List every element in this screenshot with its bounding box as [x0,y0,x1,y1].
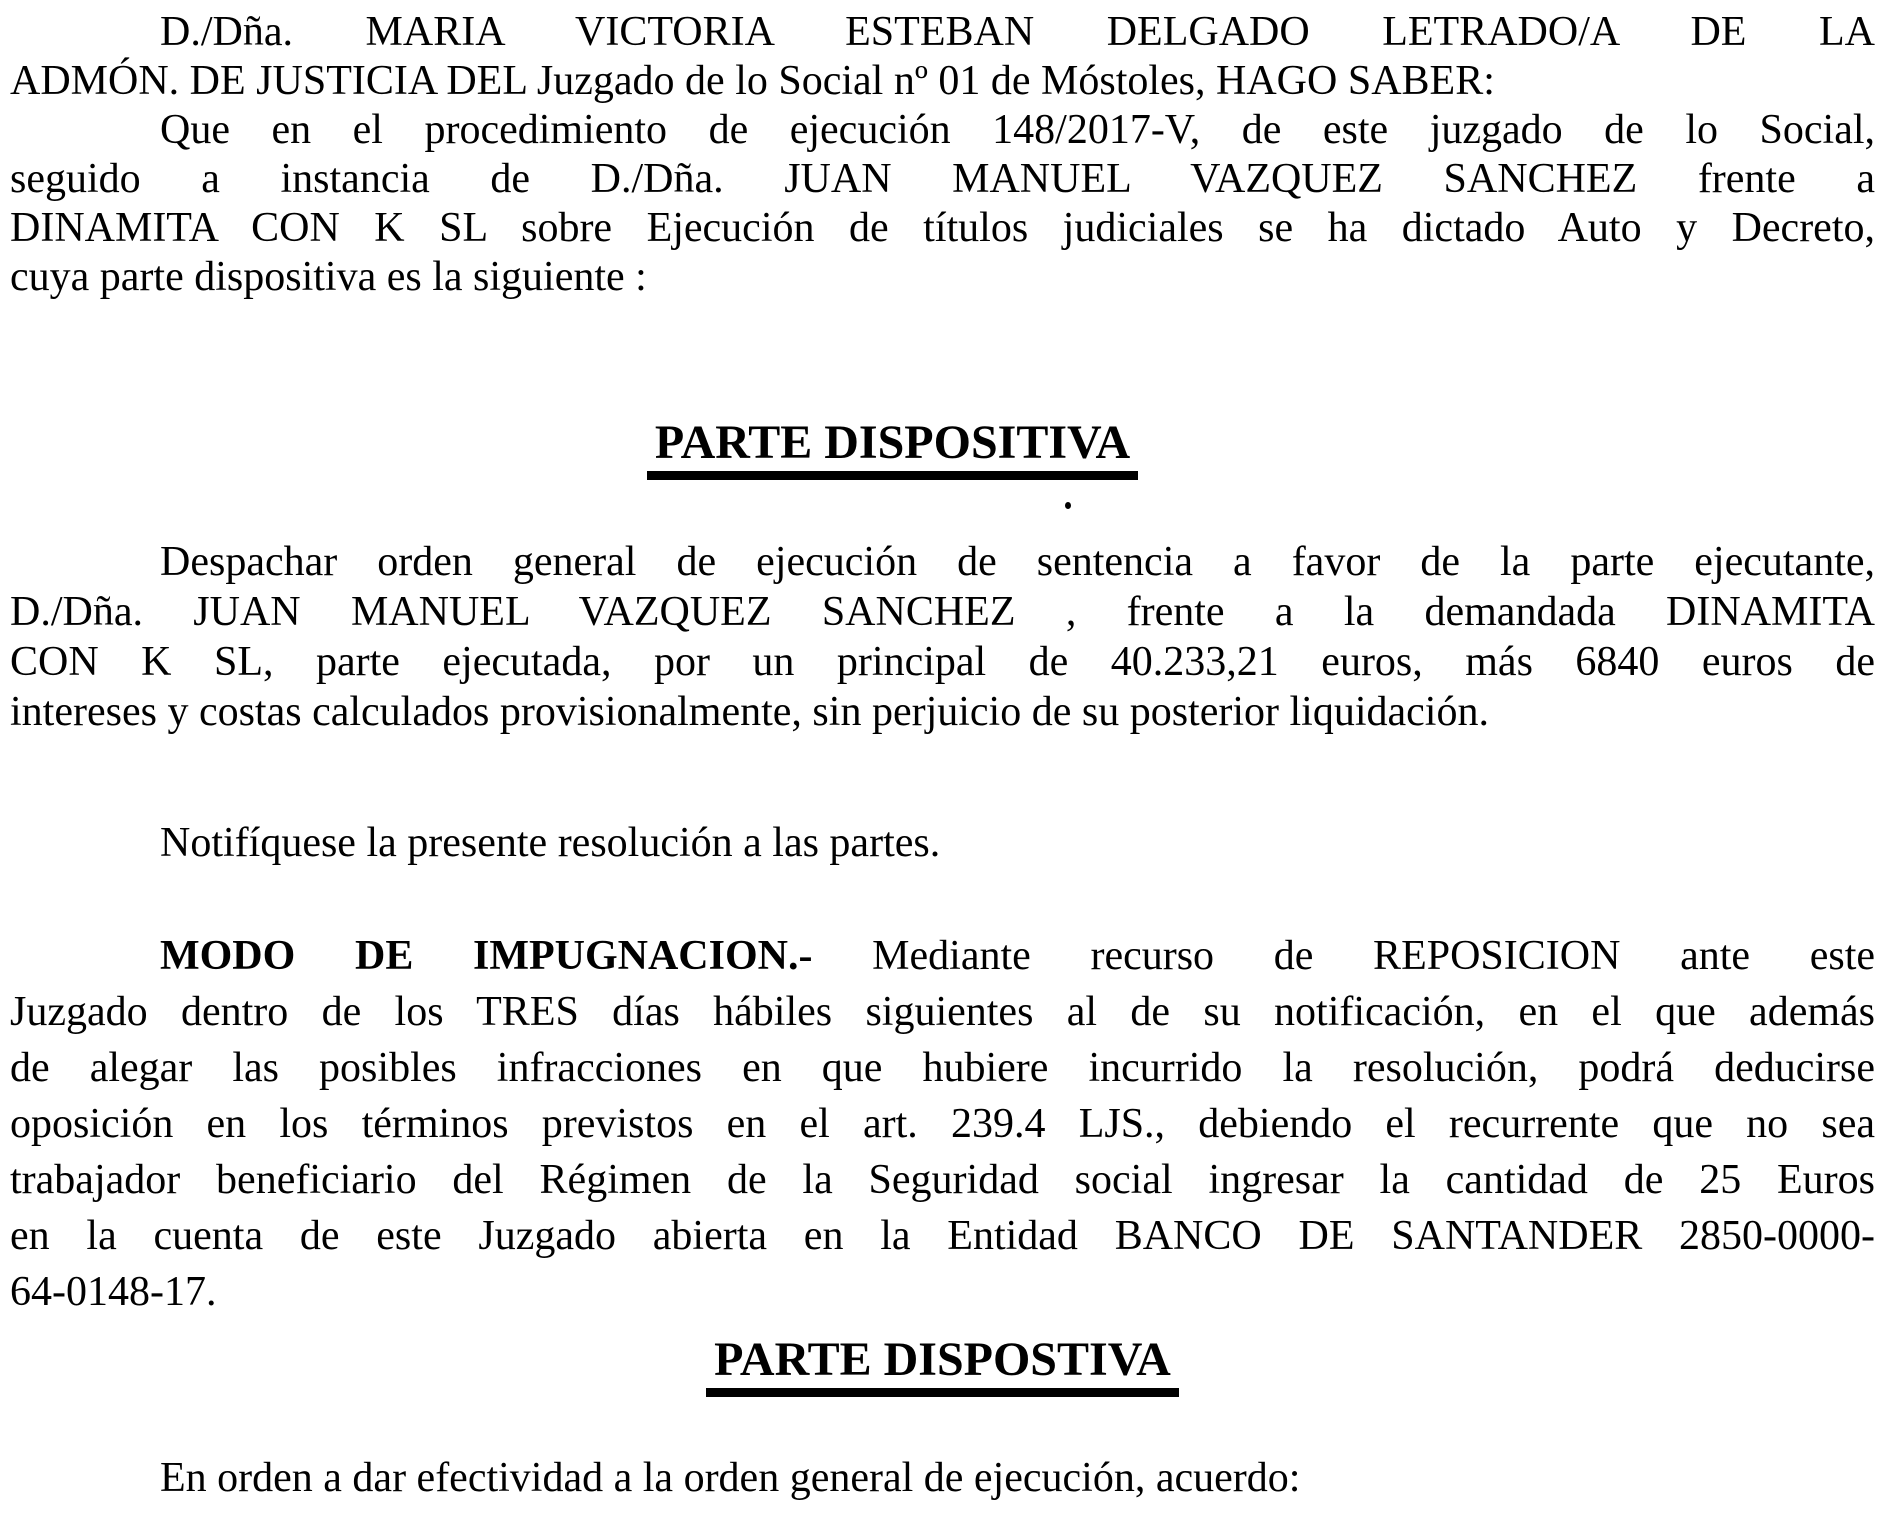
impugnacion-line-4: oposición en los términos previstos en el art. 239.4 LJS., debiendo el recurrente que no sea [10,1101,1875,1147]
section-heading-parte-dispostiva [10,1335,1875,1397]
paragraph-en-orden [10,1453,1875,1503]
document-body [10,8,1875,1503]
despachar-line-4: intereses y costas calculados provisionalmente, sin perjuicio de su posterior liquidación. [10,689,1489,735]
procedimiento-line-2: seguido a instancia de D./Dña. JUAN MANUEL VAZQUEZ SANCHEZ frente a [10,156,1875,202]
despachar-line-3: CON K SL, parte ejecutada, por un principal de 40.233,21 euros, más 6840 euros de [10,639,1875,685]
despachar-line-2: D./Dña. JUAN MANUEL VAZQUEZ SANCHEZ , frente a la demandada DINAMITA [10,589,1875,635]
notifiquese-line: Notifíquese la presente resolución a las partes. [160,820,941,866]
impugnacion-line-3: de alegar las posibles infracciones en que hubiere incurrido la resolución, podrá deducirse [10,1045,1875,1091]
closing-line: En orden a dar efectividad a la orden general de ejecución, acuerdo: [160,1455,1301,1501]
procedimiento-line-1: Que en el procedimiento de ejecución 148/2017-V, de este juzgado de lo Social, [160,107,1875,153]
impugnacion-line-7: 64-0148-17. [10,1269,217,1315]
paragraph-procedimiento [10,106,1875,302]
intro-line-1: D./Dña. MARIA VICTORIA ESTEBAN DELGADO LETRADO/A DE LA [160,9,1875,55]
paragraph-despachar-orden [10,537,1875,737]
paragraph-modo-impugnacion [10,928,1875,1320]
despachar-line-1: Despachar orden general de ejecución de sentencia a favor de la parte ejecutante, [160,539,1875,585]
procedimiento-line-4: cuya parte dispositiva es la siguiente : [10,254,647,300]
modo-impugnacion-bold-label: MODO DE IMPUGNACION.- [160,933,813,979]
impugnacion-line-6: en la cuenta de este Juzgado abierta en la Entidad BANCO DE SANTANDER 2850-0000- [10,1213,1875,1259]
procedimiento-line-3: DINAMITA CON K SL sobre Ejecución de títulos judiciales se ha dictado Auto y Decreto, [10,205,1875,251]
intro-line-2: ADMÓN. DE JUSTICIA DEL Juzgado de lo Social nº 01 de Móstoles, HAGO SABER: [10,58,1495,104]
section-heading-parte-dispositiva [0,418,1825,480]
paragraph-notifiquese [10,818,1875,868]
heading-underlined-text: PARTE DISPOSTIVA [706,1335,1179,1397]
impugnacion-line-5: trabajador beneficiario del Régimen de la Seguridad social ingresar la cantidad de 25 Euros [10,1157,1875,1203]
impugnacion-line-2: Juzgado dentro de los TRES días hábiles siguientes al de su notificación, en el que además [10,989,1875,1035]
paragraph-letrado-intro [10,8,1875,106]
heading-underlined-text: PARTE DISPOSITIVA [647,418,1138,480]
scan-artifact-dot [1065,502,1071,509]
impugnacion-line-1-rest: Mediante recurso de REPOSICION ante este [872,933,1876,979]
impugnacion-line-1 [10,928,1875,984]
